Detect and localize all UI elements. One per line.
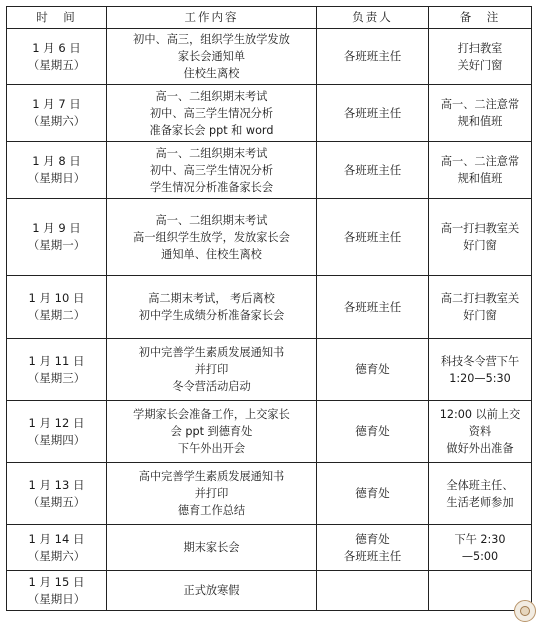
- date-cell: [7, 142, 107, 199]
- owner-cell: [317, 276, 429, 339]
- owner-line: 各班班主任: [343, 105, 402, 120]
- owner-cell: [317, 525, 429, 571]
- owner-line: 各班班主任: [343, 49, 402, 63]
- owner-cell: [317, 199, 429, 276]
- weekday-label: （星期日）: [27, 591, 86, 606]
- note-line: 做好外出准备: [446, 442, 514, 455]
- work-line: 准备家长会 ppt 和 word: [149, 123, 274, 137]
- note-line: —5:00: [461, 549, 499, 563]
- work-line: 下午外出开会: [177, 442, 246, 455]
- work-line: 并打印: [194, 363, 229, 376]
- note-cell: [429, 85, 532, 142]
- owner-line: 德育处: [355, 424, 390, 438]
- note-line: 科技冬令营下午: [440, 354, 520, 368]
- date-label: 1 月 9 日: [32, 221, 81, 235]
- work-line: 学生情况分析准备家长会: [149, 180, 274, 194]
- note-cell: [429, 199, 532, 276]
- weekday-label: （星期四）: [27, 432, 86, 447]
- work-line: 高一、二组织期末考试: [155, 89, 268, 103]
- owner-cell: [317, 142, 429, 199]
- note-line: 规和值班: [457, 172, 503, 185]
- owner-cell: [317, 463, 429, 525]
- note-line: 资料: [468, 425, 492, 438]
- header-note: 备 注: [429, 7, 532, 29]
- table-row: [7, 199, 532, 276]
- date-label: 1 月 11 日: [28, 353, 85, 368]
- table-row: [7, 85, 532, 142]
- work-line: 住校生离校: [183, 67, 240, 80]
- date-cell: [7, 276, 107, 339]
- work-cell: [107, 571, 317, 611]
- note-line: 12:00 以前上交: [439, 408, 521, 421]
- note-cell: [429, 29, 532, 85]
- date-label: 1 月 14 日: [28, 531, 85, 546]
- note-cell: [429, 142, 532, 199]
- note-line: 好门窗: [463, 309, 497, 322]
- owner-cell: [317, 401, 429, 463]
- owner-cell: [317, 571, 429, 611]
- header-time: 时 间: [7, 7, 107, 29]
- work-line: 冬令营活动启动: [172, 380, 251, 393]
- work-cell: [107, 525, 317, 571]
- note-line: 打扫教室: [457, 41, 503, 55]
- weekday-label: （星期五）: [27, 494, 86, 509]
- note-line: 生活老师参加: [446, 495, 514, 509]
- header-row: [7, 7, 532, 29]
- note-line: 1:20—5:30: [449, 371, 511, 385]
- weekday-label: （星期二）: [27, 308, 86, 322]
- work-line: 初中、高三学生情况分析: [149, 163, 274, 177]
- owner-cell: [317, 85, 429, 142]
- table-row: [7, 29, 532, 85]
- note-line: 下午 2:30: [454, 532, 506, 546]
- note-line: 高一打扫教室关: [440, 222, 520, 235]
- seal-logo: [514, 600, 536, 622]
- work-line: 学期家长会准备工作，上交家长: [133, 408, 290, 421]
- work-cell: [107, 276, 317, 339]
- table-row: [7, 463, 532, 525]
- work-cell: [107, 463, 317, 525]
- table-row: [7, 339, 532, 401]
- work-line: 高一组织学生放学，发放家长会: [133, 230, 290, 244]
- date-cell: [7, 29, 107, 85]
- note-line: 关好门窗: [457, 58, 503, 72]
- work-line: 通知单、住校生离校: [161, 247, 262, 261]
- header-owner: 负责人: [317, 7, 429, 29]
- table-row: [7, 276, 532, 339]
- work-line: 高一、二组织期末考试: [155, 213, 268, 227]
- owner-cell: [317, 29, 429, 85]
- weekday-label: （星期六）: [27, 114, 86, 128]
- weekday-label: （星期日）: [27, 171, 86, 185]
- note-line: 高一、二注意常: [440, 98, 520, 111]
- work-cell: [107, 199, 317, 276]
- date-label: 1 月 10 日: [28, 291, 85, 305]
- note-cell: [429, 463, 532, 525]
- note-cell: [429, 525, 532, 571]
- table-row: [7, 142, 532, 199]
- work-line: 初中学生成绩分析准备家长会: [138, 309, 285, 322]
- note-line: 规和值班: [457, 115, 503, 128]
- note-line: 高一、二注意常: [440, 155, 520, 168]
- owner-cell: [317, 339, 429, 401]
- work-line: 并打印: [194, 487, 229, 500]
- header-work: 工作内容: [107, 7, 317, 29]
- date-label: 1 月 8 日: [32, 154, 81, 168]
- work-line: 高中完善学生素质发展通知书: [138, 470, 285, 483]
- date-cell: [7, 525, 107, 571]
- owner-line: 各班班主任: [343, 162, 402, 177]
- work-line: 初中、高三，组织学生放学发放: [133, 33, 290, 46]
- table-row: [7, 401, 532, 463]
- work-line: 初中、高三学生情况分析: [149, 106, 274, 120]
- date-cell: [7, 463, 107, 525]
- date-cell: [7, 339, 107, 401]
- work-cell: [107, 401, 317, 463]
- note-cell: [429, 339, 532, 401]
- work-line: 德育工作总结: [177, 504, 246, 517]
- date-label: 1 月 12 日: [28, 415, 85, 430]
- owner-line: 各班班主任: [343, 548, 402, 563]
- schedule-body: [7, 29, 532, 611]
- weekday-label: （星期五）: [27, 57, 86, 72]
- work-line: 高一、二组织期末考试: [155, 146, 268, 160]
- date-label: 1 月 7 日: [32, 97, 81, 111]
- note-line: 高二打扫教室关: [440, 292, 520, 305]
- note-cell: [429, 276, 532, 339]
- schedule-table: [6, 6, 532, 611]
- work-cell: [107, 29, 317, 85]
- table-row: [7, 525, 532, 571]
- weekday-label: （星期六）: [27, 548, 86, 563]
- date-cell: [7, 199, 107, 276]
- note-cell: [429, 401, 532, 463]
- date-label: 1 月 13 日: [28, 477, 85, 492]
- date-label: 1 月 6 日: [32, 40, 81, 55]
- weekday-label: （星期一）: [27, 238, 86, 252]
- work-line: 会 ppt 到德育处: [170, 425, 253, 438]
- owner-line: 德育处: [355, 531, 390, 546]
- work-line: 期末家长会: [183, 541, 240, 554]
- note-line: 好门窗: [463, 239, 497, 252]
- schedule-sheet: [6, 6, 531, 611]
- work-cell: [107, 142, 317, 199]
- table-row: [7, 571, 532, 611]
- owner-line: 各班班主任: [343, 229, 402, 244]
- weekday-label: （星期三）: [27, 370, 86, 385]
- owner-line: 德育处: [355, 486, 390, 500]
- work-line: 正式放寒假: [183, 584, 240, 597]
- owner-line: 德育处: [355, 362, 390, 376]
- work-line: 初中完善学生素质发展通知书: [138, 346, 285, 359]
- work-cell: [107, 85, 317, 142]
- work-line: 高二期末考试， 考后离校: [148, 292, 275, 305]
- note-line: 全体班主任、: [446, 478, 514, 492]
- date-cell: [7, 85, 107, 142]
- date-label: 1 月 15 日: [28, 574, 85, 589]
- date-cell: [7, 401, 107, 463]
- owner-line: 各班班主任: [343, 299, 402, 314]
- date-cell: [7, 571, 107, 611]
- work-line: 家长会通知单: [177, 50, 246, 63]
- work-cell: [107, 339, 317, 401]
